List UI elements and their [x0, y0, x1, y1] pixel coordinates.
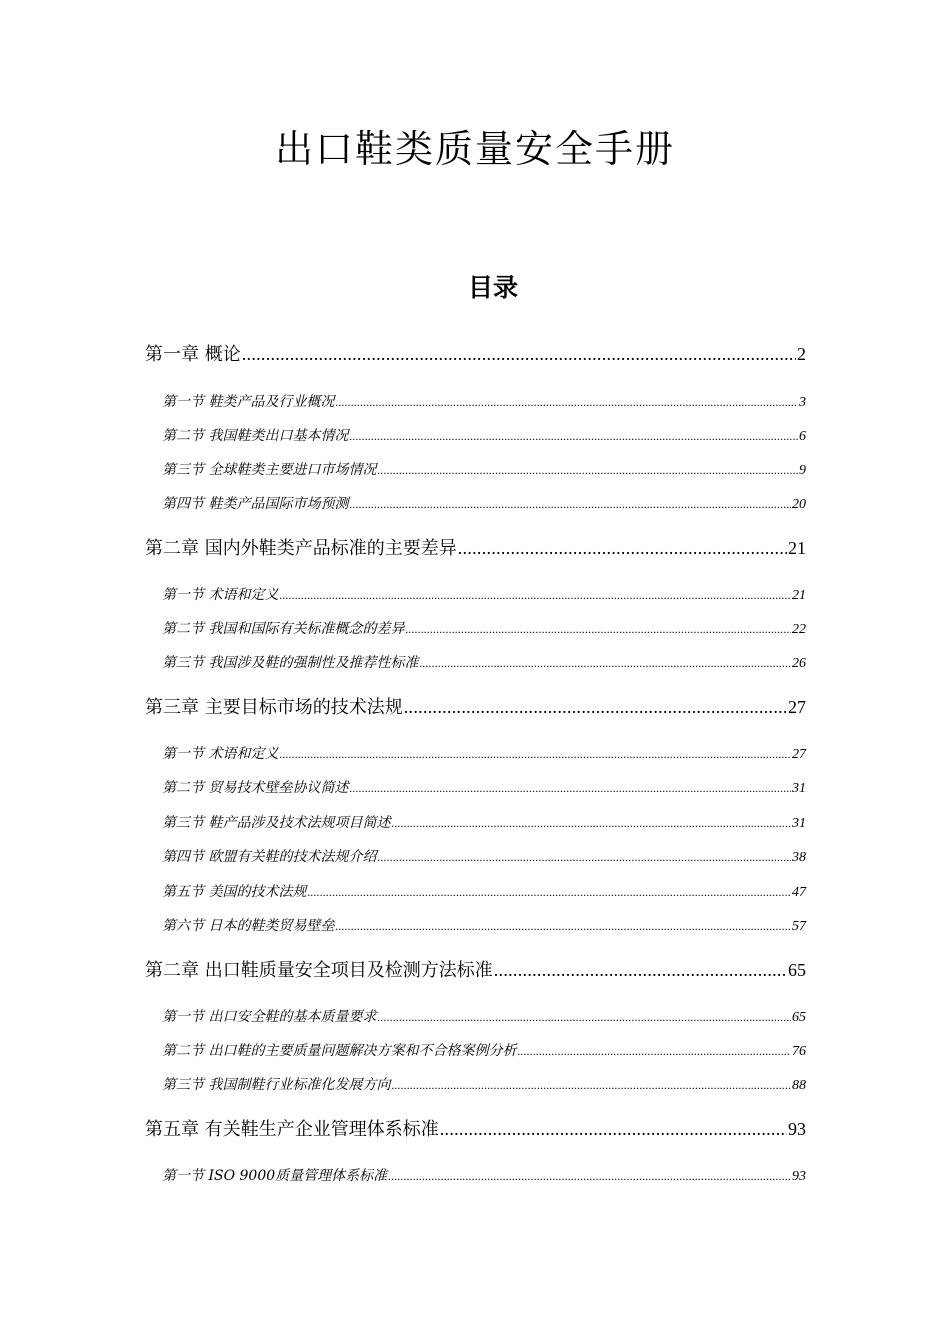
- toc-page-number: 26: [792, 656, 806, 671]
- leader-dots: [419, 656, 791, 671]
- leader-dots: [377, 850, 791, 865]
- toc-entry-label: 第三节 我国制鞋行业标准化发展方向: [162, 1077, 391, 1093]
- toc-entry-label: 第一节 出口安全鞋的基本质量要求: [162, 1009, 377, 1025]
- toc-chapter-entry[interactable]: [145, 693, 806, 723]
- toc-section-entry[interactable]: [162, 459, 806, 481]
- toc-entry-label: 第三节 我国涉及鞋的强制性及推荐性标准: [162, 655, 419, 671]
- toc-section-entry[interactable]: [162, 1006, 806, 1028]
- toc-section-entry[interactable]: [162, 777, 806, 799]
- toc-page-number: 20: [792, 497, 806, 512]
- leader-dots: [349, 497, 791, 512]
- leader-dots: [405, 622, 791, 637]
- toc-page-number: 38: [792, 850, 806, 865]
- toc-page-number: 57: [792, 919, 806, 934]
- toc-entry-label: 第三节 鞋产品涉及技术法规项目简述: [162, 815, 391, 831]
- toc-entry-label: 第一节 ISO 9000质量管理体系标准: [162, 1168, 388, 1184]
- toc-page-number: 65: [788, 960, 806, 980]
- toc-entry-label: 第三章 主要目标市场的技术法规: [145, 697, 403, 718]
- leader-dots: [391, 816, 791, 831]
- toc-page-number: 21: [792, 588, 806, 603]
- toc-entry-label: 第一节 术语和定义: [162, 746, 279, 762]
- toc-section-entry[interactable]: [162, 915, 806, 937]
- leader-dots: [494, 960, 787, 981]
- toc-page-number: 3: [799, 395, 806, 410]
- toc-section-entry[interactable]: [162, 1165, 806, 1187]
- toc-page-number: 65: [792, 1010, 806, 1025]
- toc-chapter-entry[interactable]: [145, 956, 806, 986]
- leader-dots: [349, 781, 791, 796]
- toc-entry-label: 第二章 出口鞋质量安全项目及检测方法标准: [145, 960, 493, 981]
- toc-page-number: 22: [792, 622, 806, 637]
- document-title: 出口鞋类质量安全手册: [274, 127, 675, 171]
- toc-entry-label: 第四节 鞋类产品国际市场预测: [162, 496, 349, 512]
- toc-section-entry[interactable]: [162, 1074, 806, 1096]
- toc-section-entry[interactable]: [162, 493, 806, 515]
- leader-dots: [242, 344, 796, 365]
- leader-dots: [279, 588, 791, 603]
- toc-section-entry[interactable]: [162, 881, 806, 903]
- toc-page-number: 21: [788, 538, 806, 558]
- toc-section-entry[interactable]: [162, 846, 806, 868]
- toc-page-number: 27: [788, 697, 806, 717]
- toc-page-number: 93: [792, 1169, 806, 1184]
- toc-page-number: 76: [792, 1044, 806, 1059]
- toc-page-number: 6: [799, 429, 806, 444]
- toc-chapter-entry[interactable]: [145, 340, 806, 370]
- toc-section-entry[interactable]: [162, 812, 806, 834]
- leader-dots: [307, 885, 791, 900]
- leader-dots: [377, 463, 798, 478]
- toc-page-number: 2: [797, 344, 806, 364]
- toc-entry-label: 第三节 全球鞋类主要进口市场情况: [162, 462, 377, 478]
- toc-entry-label: 第四节 欧盟有关鞋的技术法规介绍: [162, 849, 377, 865]
- toc-page-number: 27: [792, 747, 806, 762]
- leader-dots: [335, 395, 798, 410]
- toc-page-number: 31: [792, 781, 806, 796]
- leader-dots: [349, 429, 798, 444]
- toc-page-number: 88: [792, 1078, 806, 1093]
- toc-section-entry[interactable]: [162, 391, 806, 413]
- toc-page-number: 9: [799, 463, 806, 478]
- toc-entry-label: 第一节 鞋类产品及行业概况: [162, 394, 335, 410]
- toc-entry-label: 第五节 美国的技术法规: [162, 884, 307, 900]
- toc-entry-label: 第二节 贸易技术壁垒协议简述: [162, 780, 349, 796]
- leader-dots: [440, 1119, 787, 1140]
- leader-dots: [404, 697, 787, 718]
- leader-dots: [335, 919, 791, 934]
- leader-dots: [391, 1078, 791, 1093]
- leader-dots: [279, 747, 791, 762]
- toc-section-entry[interactable]: [162, 1040, 806, 1062]
- toc-section-entry[interactable]: [162, 743, 806, 765]
- toc-section-entry[interactable]: [162, 652, 806, 674]
- toc-entry-label: 第二节 我国鞋类出口基本情况: [162, 428, 349, 444]
- toc-chapter-entry[interactable]: [145, 534, 806, 564]
- toc-entry-label: 第二章 国内外鞋类产品标准的主要差异: [145, 538, 457, 559]
- toc-page-number: 47: [792, 885, 806, 900]
- toc-entry-label: 第二节 我国和国际有关标准概念的差异: [162, 621, 405, 637]
- toc-entry-label: 第一章 概论: [145, 344, 241, 365]
- leader-dots: [388, 1169, 791, 1184]
- toc-section-entry[interactable]: [162, 618, 806, 640]
- toc-heading: 目录: [467, 273, 518, 302]
- toc-entry-label: 第六节 日本的鞋类贸易壁垒: [162, 918, 335, 934]
- toc-page-number: 93: [788, 1119, 806, 1139]
- toc-chapter-entry[interactable]: [145, 1115, 806, 1145]
- leader-dots: [377, 1010, 791, 1025]
- toc-entry-label: 第五章 有关鞋生产企业管理体系标准: [145, 1119, 439, 1140]
- leader-dots: [517, 1044, 791, 1059]
- leader-dots: [458, 538, 787, 559]
- toc-entry-label: 第二节 出口鞋的主要质量问题解决方案和不合格案例分析: [162, 1043, 517, 1059]
- toc-section-entry[interactable]: [162, 425, 806, 447]
- toc-entry-label: 第一节 术语和定义: [162, 587, 279, 603]
- toc-section-entry[interactable]: [162, 584, 806, 606]
- toc-page-number: 31: [792, 816, 806, 831]
